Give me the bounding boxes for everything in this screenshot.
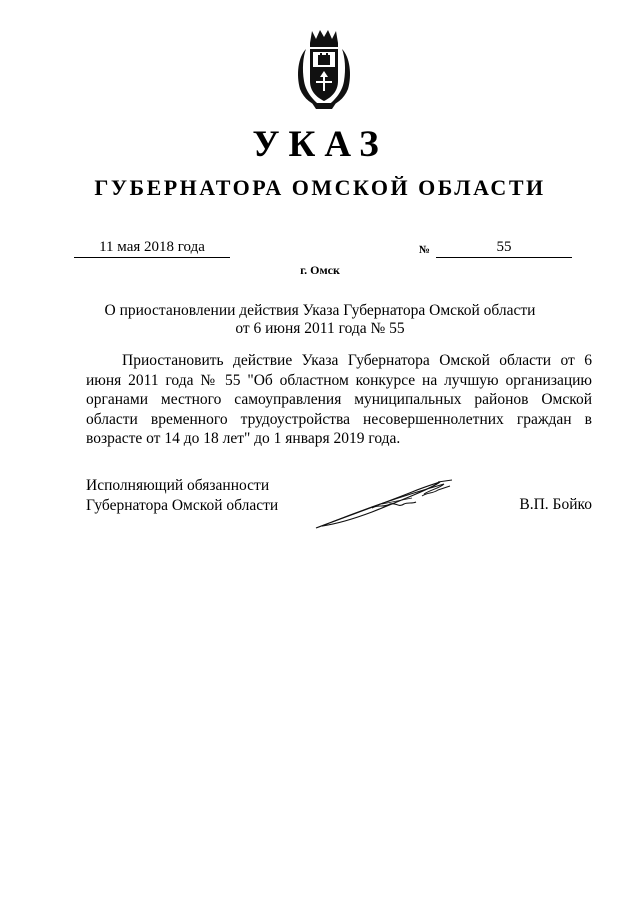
- decree-number: 55: [436, 237, 572, 258]
- heading-line-1: О приостановлении действия Указа Губернатора Омской области: [104, 302, 536, 319]
- position-line-2: Губернатора Омской области: [86, 496, 279, 514]
- position-line-1: Исполняющий обязанности: [86, 477, 270, 494]
- handwritten-signature: [312, 474, 457, 532]
- heading-line-2: от 6 июня 2011 года № 55: [235, 320, 405, 337]
- number-sign: №: [419, 244, 431, 256]
- decree-date: 11 мая 2018 года: [74, 237, 230, 258]
- city-label: г. Омск: [300, 263, 340, 277]
- decree-body: Приостановить действие Указа Губернатора Омской области от 6 июня 2011 года № 55 "Об областном конкурсе на лучшую организацию органами местного самоуправления муниципальных районов Омской области временного трудоустройства несовершеннолетних граждан в возрасте от 14 до 18 лет" до 1 января 2019 года.: [86, 352, 592, 448]
- document-title: УКАЗ: [252, 124, 388, 165]
- signatory-position: [86, 476, 278, 515]
- coat-of-arms-icon: [292, 27, 356, 111]
- document-issuer: ГУБЕРНАТОРА ОМСКОЙ ОБЛАСТИ: [94, 175, 546, 200]
- decree-heading: [100, 302, 540, 338]
- signatory-name: В.П. Бойко: [519, 496, 592, 513]
